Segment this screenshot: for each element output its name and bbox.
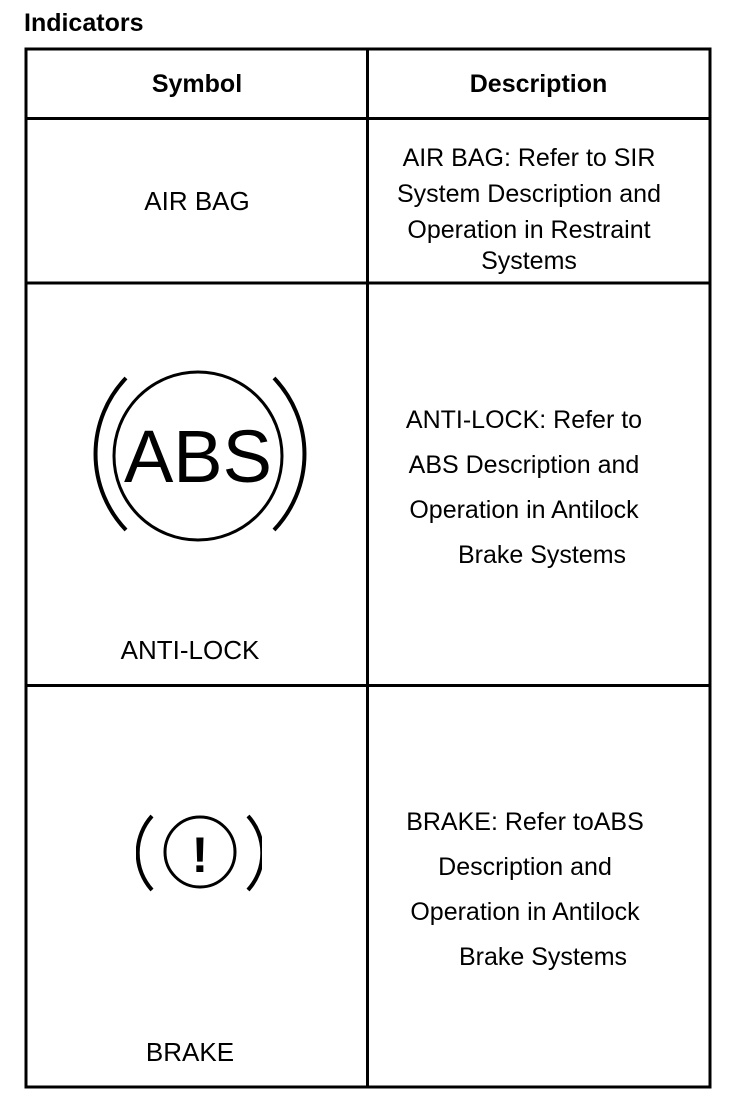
brake-icon-text: ! <box>191 827 209 883</box>
brake-warning-icon <box>136 810 262 896</box>
description-line: Description and <box>438 853 612 881</box>
table-row-antilock-symbol <box>28 632 352 668</box>
description-line: Operation in Antilock <box>410 898 640 926</box>
description-line: ANTI-LOCK: Refer to <box>405 406 643 434</box>
table-row-antilock-description <box>369 398 679 578</box>
abs-icon-text: ABS <box>123 415 273 498</box>
header-symbol: Symbol <box>151 70 243 98</box>
header-description: Description <box>469 70 608 98</box>
description-line: BRAKE: Refer toABS <box>406 808 644 836</box>
symbol-label-antilock: ANTI-LOCK <box>120 635 260 665</box>
table-row-airbag-description <box>369 140 689 280</box>
description-line: Brake Systems <box>458 943 628 971</box>
description-line: System Description and <box>396 180 661 208</box>
symbol-label-brake: BRAKE <box>145 1037 235 1067</box>
description-line: Brake Systems <box>457 541 627 569</box>
abs-warning-icon <box>80 370 320 550</box>
table-row-airbag-symbol <box>28 120 366 282</box>
description-line: Operation in Restraint <box>407 216 651 244</box>
description-line: AIR BAG: Refer to SIR <box>402 144 656 172</box>
table-row-brake-symbol <box>28 1034 352 1070</box>
page-title: Indicators <box>24 9 144 37</box>
description-line: Operation in Antilock <box>409 496 639 524</box>
symbol-label-airbag: AIR BAG <box>144 186 250 216</box>
table-row-brake-description <box>369 800 681 980</box>
description-line: ABS Description and <box>408 451 640 479</box>
description-line: Systems <box>481 247 577 275</box>
